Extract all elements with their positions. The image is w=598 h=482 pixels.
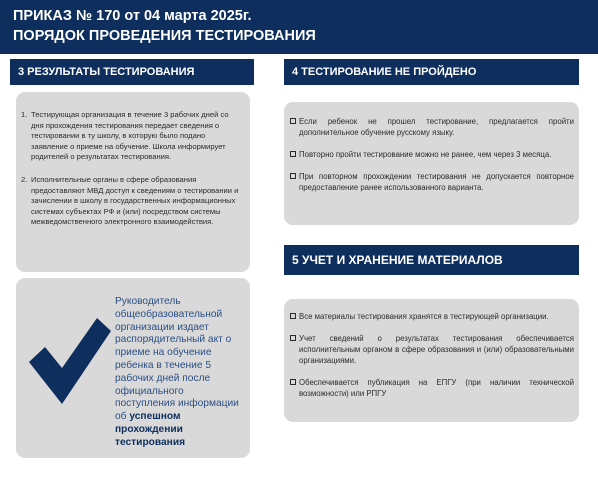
section-3-title: 3 РЕЗУЛЬТАТЫ ТЕСТИРОВАНИЯ xyxy=(10,59,254,85)
list-item-text: Обеспечивается публикация на ЕПГУ (при наличии технической возможности) или РПГУ xyxy=(299,378,574,398)
list-item-text: Учет сведений о результатах тестирования обеспечивается исполнительным органом в сфере образования и (или) образовательными организациями. xyxy=(299,334,574,365)
list-item-text: При повторном прохождении тестирования не допускается повторное предоставление ранее использованного варианта. xyxy=(299,172,574,192)
note-text xyxy=(115,296,245,450)
list-item xyxy=(290,171,574,193)
page-header xyxy=(0,0,598,54)
section-4-list xyxy=(290,116,574,204)
checkbox-bullet-icon xyxy=(290,151,296,157)
checkbox-bullet-icon xyxy=(290,335,296,341)
section-5-title: 5 УЧЕТ И ХРАНЕНИЕ МАТЕРИАЛОВ xyxy=(284,245,579,275)
list-item-number: 2. xyxy=(21,174,28,184)
list-item xyxy=(290,149,574,160)
checkmark-icon xyxy=(29,318,111,404)
list-item xyxy=(290,377,574,399)
section-4-title: 4 ТЕСТИРОВАНИЕ НЕ ПРОЙДЕНО xyxy=(284,59,579,85)
header-title-line-1: ПРИКАЗ № 170 от 04 марта 2025г. xyxy=(13,8,252,24)
list-item-text: Все материалы тестирования хранятся в тестирующей организации. xyxy=(299,312,549,321)
list-item-text: Исполнительные органы в сфере образования предоставляют МВД доступ к сведениям о тестировании и зачислении в школу в государственных информационных системах субъектах РФ и (или) посредством системы межведомственного электронного взаимодействия. xyxy=(31,174,239,227)
checkbox-bullet-icon xyxy=(290,173,296,179)
list-item-text: Тестирующая организация в течение 3 рабочих дней со дня прохождения тестирования передает сведения о тестировании в ту школу, в которую было подано заявление о приеме на обучение. Школа информирует родителей о результатах тестирования. xyxy=(31,110,229,162)
note-emphasis: успешном прохождении тестирования xyxy=(115,411,186,448)
list-item-number: 1. xyxy=(21,110,28,119)
list-item xyxy=(21,175,241,228)
checkbox-bullet-icon xyxy=(290,313,296,319)
list-item-text: Если ребенок не прошел тестирование, предлагается пройти дополнительное обучение русскому языку. xyxy=(299,117,574,137)
section-5-list xyxy=(290,311,574,410)
checkbox-bullet-icon xyxy=(290,379,296,385)
list-item-text: Повторно пройти тестирование можно не ранее, чем через 3 месяца. xyxy=(299,150,552,159)
list-item xyxy=(290,333,574,366)
list-item xyxy=(21,110,241,163)
list-item xyxy=(290,311,574,322)
section-5-panel xyxy=(284,299,579,422)
section-4-panel xyxy=(284,102,579,225)
section-3-panel xyxy=(16,92,250,272)
header-title-line-2: ПОРЯДОК ПРОВЕДЕНИЯ ТЕСТИРОВАНИЯ xyxy=(13,28,316,44)
note-body: Руководитель общеобразовательной организации издает распорядительный акт о приеме на обучение ребенка в течение 5 рабочих дней после официального поступления информации об xyxy=(115,296,239,423)
checkbox-bullet-icon xyxy=(290,118,296,124)
section-3-list xyxy=(21,110,241,240)
list-item xyxy=(290,116,574,138)
